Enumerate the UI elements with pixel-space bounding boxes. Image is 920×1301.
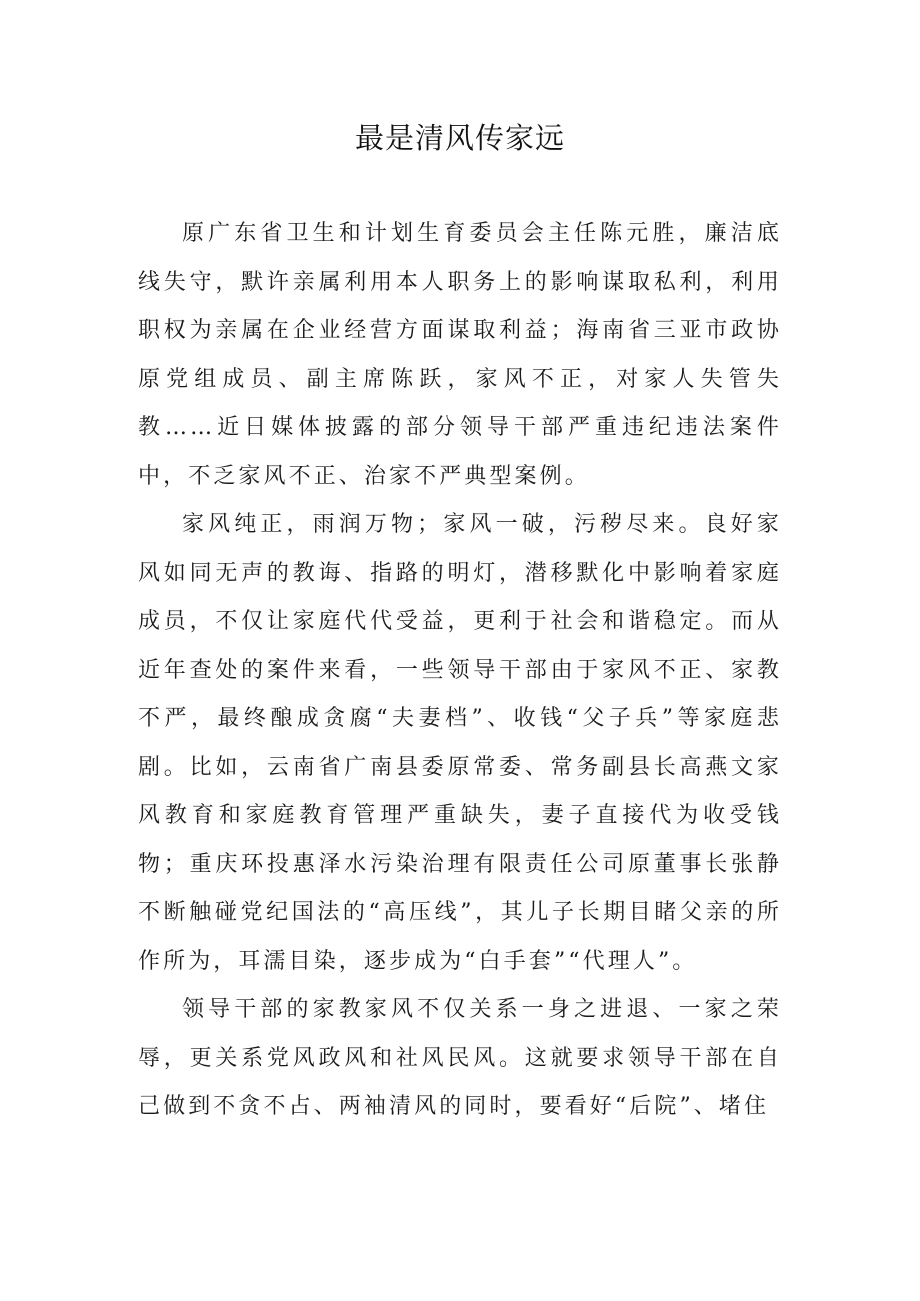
paragraph-1: 原广东省卫生和计划生育委员会主任陈元胜，廉洁底线失守，默许亲属利用本人职务上的影响谋取私利，利用职权为亲属在企业经营方面谋取利益；海南省三亚市政协原党组成员、副主席陈跃，家风不正，对家人失管失教……近日媒体披露的部分领导干部严重违纪违法案件中，不乏家风不正、治家不严典型案例。: [138, 221, 782, 489]
document-body: [138, 210, 782, 1132]
paragraph-2: 家风纯正，雨润万物；家风一破，污秽尽来。良好家风如同无声的教诲、指路的明灯，潜移默化中影响着家庭成员，不仅让家庭代代受益，更利于社会和谐稳定。而从近年查处的案件来看，一些领导干部由于家风不正、家教不严，最终酿成贪腐“夫妻档”、收钱“父子兵”等家庭悲剧。比如，云南省广南县委原常委、常务副县长高燕文家风教育和家庭教育管理严重缺失，妻子直接代为收受钱物；重庆环投惠泽水污染治理有限责任公司原董事长张静不断触碰党纪国法的“高压线”，其儿子长期目睹父亲的所作所为，耳濡目染，逐步成为“白手套”“代理人”。: [138, 512, 782, 974]
document-title: 最是清风传家远: [354, 121, 565, 155]
paragraph-3: 领导干部的家教家风不仅关系一身之进退、一家之荣辱，更关系党风政风和社风民风。这就要求领导干部在自己做到不贪不占、两袖清风的同时，要看好“后院”、堵住: [138, 997, 782, 1119]
